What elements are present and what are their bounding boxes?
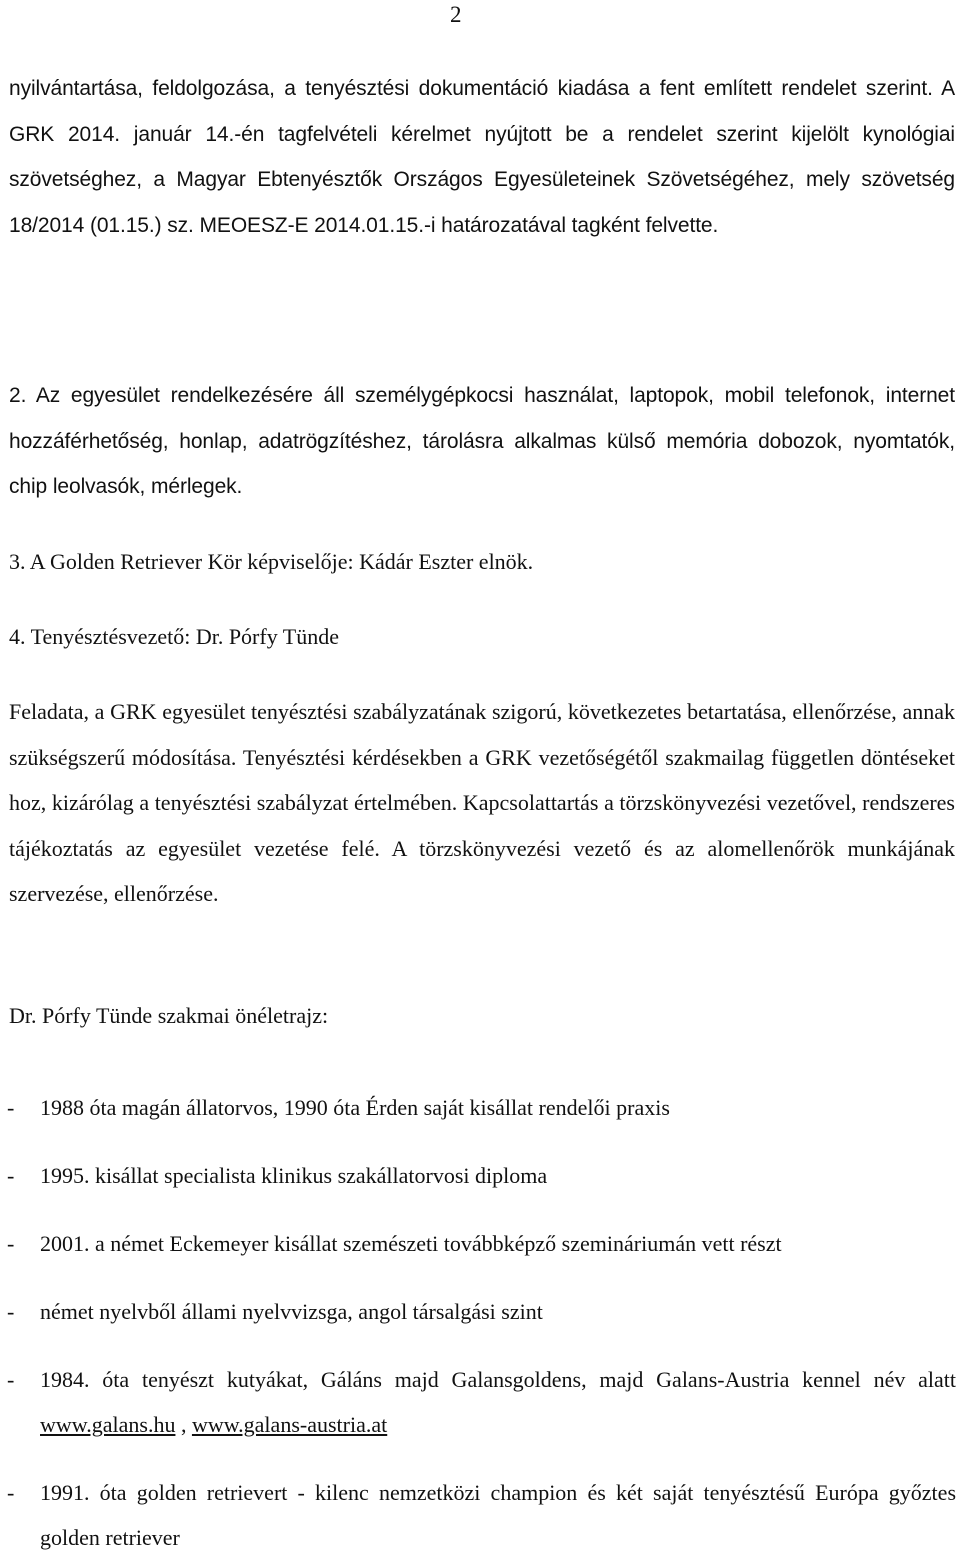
cv-item-5-text: 1984. óta tenyészt kutyákat, Gáláns majd Galansgoldens, majd Galans-Austria kennel név alatt [40, 1367, 956, 1392]
list-dash: - [7, 1163, 15, 1188]
list-dash: - [7, 1367, 15, 1392]
cv-list-item [0, 1470, 960, 1560]
link-separator: , [175, 1412, 192, 1437]
cv-list-item [0, 1153, 960, 1198]
cv-item-text: 1995. kisállat specialista klinikus szakállatorvosi diploma [40, 1163, 548, 1188]
cv-item-text [40, 1357, 956, 1447]
galans-hu-link[interactable]: www.galans.hu [40, 1412, 176, 1437]
cv-list-item [0, 1221, 960, 1266]
cv-heading: Dr. Pórfy Tünde szakmai önéletrajz: [9, 1003, 329, 1028]
section-3-line: 3. A Golden Retriever Kör képviselője: Kádár Eszter elnök. [9, 549, 534, 574]
list-dash: - [7, 1299, 15, 1324]
section-4-line: 4. Tenyésztésvezető: Dr. Pórfy Tünde [9, 624, 340, 649]
duties-paragraph: Feladata, a GRK egyesület tenyésztési szabályzatának szigorú, következetes betartatása, ellenőrzése, annak szükségszerű módosítása. Tenyésztési kérdésekben a GRK vezetőségétől szakmailag független döntéseket hoz, kizárólag a tenyésztési szabályzat értelmében. Kapcsolattartás a törzskönyvezési vezetővel, rendszeres tájékoztatás az egyesület vezetése felé. A törzskönyvezési vezető és az alomellenőrök munkájának szervezése, ellenőrzése. [9, 699, 955, 906]
section-2-paragraph: 2. Az egyesület rendelkezésére áll személygépkocsi használat, laptopok, mobil telefonok, internet hozzáférhetőség, honlap, adatrögzítéshez, tárolásra alkalmas külső memória dobozok, nyomtatók, chip leolvasók, mérlegek. [9, 384, 955, 498]
cv-item-text: 1988 óta magán állatorvos, 1990 óta Érden saját kisállat rendelői praxis [40, 1095, 670, 1120]
cv-list-item [0, 1357, 960, 1447]
page-number: 2 [450, 2, 462, 27]
intro-paragraph: nyilvántartása, feldolgozása, a tenyésztési dokumentáció kiadása a fent említett rendelet szerint. A GRK 2014. január 14.-én tagfelvételi kérelmet nyújtott be a rendelet szerint kijelölt kynológiai szövetséghez, a Magyar Ebtenyésztők Országos Egyesületeinek Szövetségéhez, mely szövetség 18/2014 (01.15.) sz. MEOESZ-E 2014.01.15.-i határozatával tagként felvette. [9, 77, 955, 237]
list-dash: - [7, 1231, 15, 1256]
cv-item-text: német nyelvből állami nyelvvizsga, angol társalgási szint [40, 1299, 543, 1324]
cv-item-text: 1991. óta golden retrievert - kilenc nemzetközi champion és két saját tenyésztésű Európa győztes golden retriever [40, 1480, 956, 1550]
cv-list-item [0, 1289, 960, 1334]
cv-list-item [0, 1085, 960, 1130]
galans-austria-link[interactable]: www.galans-austria.at [191, 1412, 388, 1437]
list-dash: - [7, 1480, 15, 1505]
list-dash: - [7, 1095, 15, 1120]
cv-item-text: 2001. a német Eckemeyer kisállat szemészeti továbbképző szemináriumán vett részt [40, 1231, 782, 1256]
